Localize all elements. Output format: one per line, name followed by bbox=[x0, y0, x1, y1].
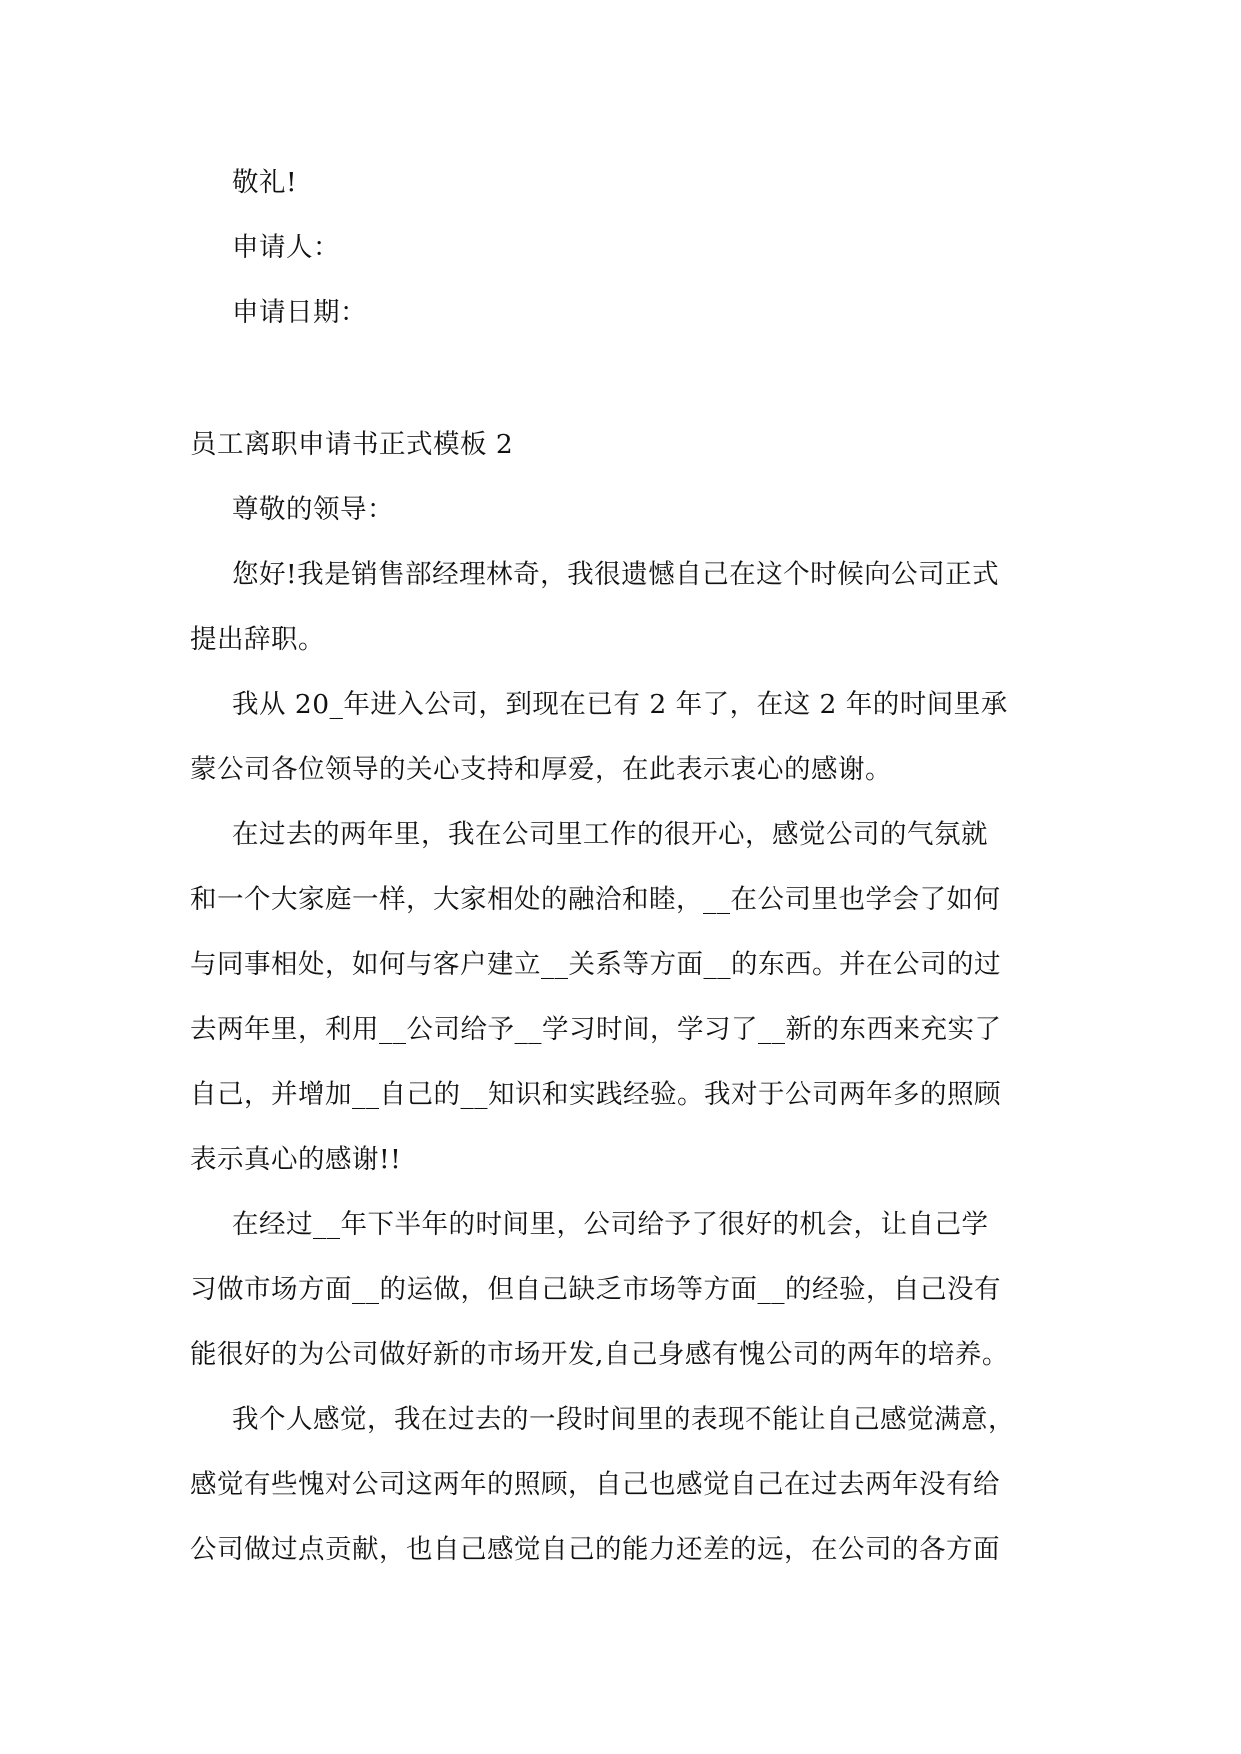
paragraph-line: 表示真心的感谢!! bbox=[190, 1144, 402, 1175]
application-date-label: 申请日期： bbox=[232, 297, 367, 328]
paragraph-line: 我个人感觉，我在过去的一段时间里的表现不能让自己感觉满意， bbox=[232, 1404, 1015, 1435]
paragraph-line: 公司做过点贡献，也自己感觉自己的能力还差的远，在公司的各方面 bbox=[190, 1534, 1000, 1565]
paragraph-line: 去两年里，利用__公司给予__学习时间，学习了__新的东西来充实了 bbox=[190, 1014, 1002, 1045]
paragraph-line: 能很好的为公司做好新的市场开发,自己身感有愧公司的两年的培养。 bbox=[190, 1339, 1009, 1370]
paragraph-line: 自己，并增加__自己的__知识和实践经验。我对于公司两年多的照顾 bbox=[190, 1079, 1001, 1110]
paragraph-line: 您好!我是销售部经理林奇，我很遗憾自己在这个时候向公司正式 bbox=[232, 559, 1000, 590]
paragraph bbox=[190, 672, 1060, 802]
letter-greeting: 尊敬的领导： bbox=[232, 494, 394, 525]
paragraph-line: 提出辞职。 bbox=[190, 624, 325, 655]
paragraph bbox=[190, 1387, 1060, 1582]
paragraph bbox=[190, 802, 1060, 1192]
paragraph-line: 习做市场方面__的运做，但自己缺乏市场等方面__的经验，自己没有 bbox=[190, 1274, 1001, 1305]
letter-body bbox=[190, 477, 1060, 1582]
section-title: 员工离职申请书正式模板 2 bbox=[190, 429, 514, 460]
paragraph-line: 感觉有些愧对公司这两年的照顾，自己也感觉自己在过去两年没有给 bbox=[190, 1469, 1000, 1500]
paragraph bbox=[190, 542, 1060, 672]
paragraph bbox=[190, 1192, 1060, 1387]
paragraph-line: 我从 20_年进入公司，到现在已有 2 年了，在这 2 年的时间里承 bbox=[232, 689, 1008, 720]
paragraph-line: 在经过__年下半年的时间里，公司给予了很好的机会，让自己学 bbox=[232, 1209, 989, 1240]
applicant-label: 申请人： bbox=[232, 232, 340, 263]
paragraph-line: 与同事相处，如何与客户建立__关系等方面__的东西。并在公司的过 bbox=[190, 949, 1001, 980]
paragraph-line: 蒙公司各位领导的关心支持和厚爱，在此表示衷心的感谢。 bbox=[190, 754, 892, 785]
closing-salutation: 敬礼! bbox=[232, 167, 298, 198]
paragraph-line: 在过去的两年里，我在公司里工作的很开心，感觉公司的气氛就 bbox=[232, 819, 988, 850]
letter-closing bbox=[190, 150, 1060, 345]
paragraph-line: 和一个大家庭一样，大家相处的融洽和睦，__在公司里也学会了如何 bbox=[190, 884, 1001, 915]
